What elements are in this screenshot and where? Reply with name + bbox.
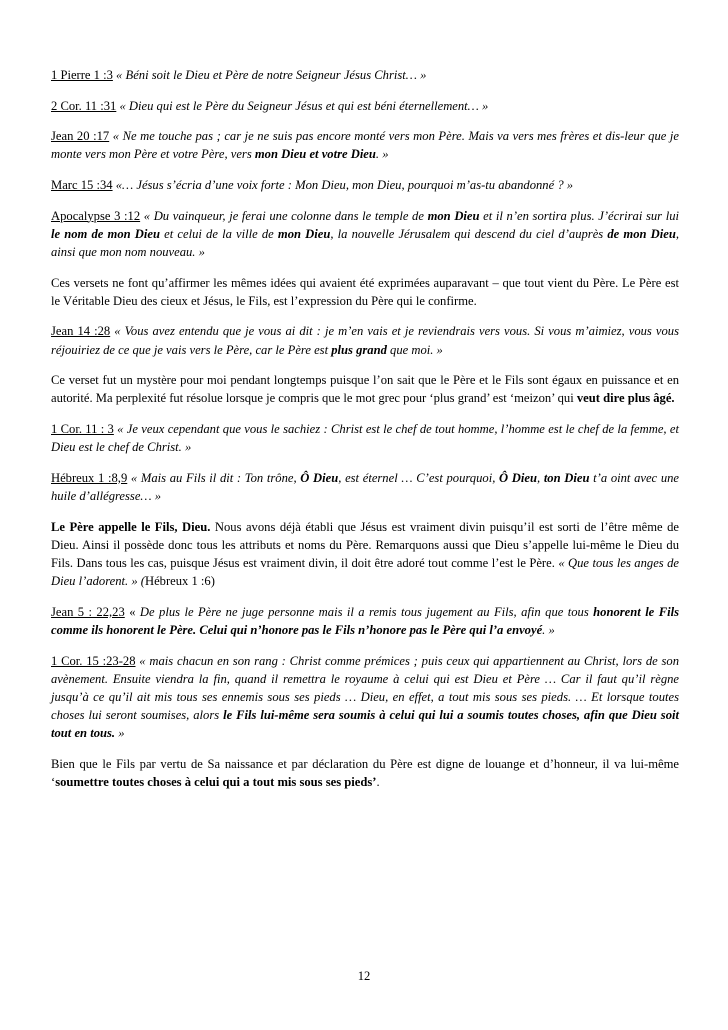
bold-text: veut dire plus âgé. [576,391,675,406]
quotation-text: « Béni soit le Dieu et Père de notre Seigneur Jésus Christ… » [112,68,427,82]
quotation-text: et celui de la ville de [160,226,278,241]
paragraph [51,322,679,358]
quotation-text: « Dieu qui est le Père du Seigneur Jésus et qui est béni éternellement… » [116,98,489,113]
verse-reference: 1 Cor. 11 : 3 [51,421,114,436]
body-text: Nous avons déjà établi que Jésus est vraiment divin puisqu’il est sorti de l’être même de Dieu. Ainsi il possède donc tous les attributs et noms du Père. Remarquons aussi que Dieu s’appelle lui-même le Dieu du Fils. Dans tous les cas, puisque Jésus est vraiment divin, il doit être adoré tout comme l’est le Père. [51,519,679,570]
quotation-text: « Ne me touche pas ; car je ne suis pas encore monté vers mon Père. Mais va vers mes frères et dis-leur que je monte vers mon Père et votre Père, vers [51,129,679,162]
quotation-text: et il n’en sortira plus. J’écrirai sur lui [479,208,680,223]
quotation-text: « Mais au Fils il dit : Ton trône, [127,470,301,485]
quotation-text: » [115,726,125,741]
quotation-text: « mais chacun en son rang : Christ comme prémices ; puis ceux qui appartiennent au Christ, lors de son avènement. Ensuite viendra la fin, quand il remettra le royaume à celui qui est Dieu et Père … Car il faut qu’il règne jusqu’à ce qu’il ait mis tous ses ennemis sous ses pieds … Dieu, en effet, a tout mis sous ses pieds. … Et lorsque toutes choses lui seront soumises, alors [51,653,680,723]
verse-reference: Apocalypse 3 :12 [51,208,141,223]
quotation-text: . » [375,147,389,162]
verse-reference: 1 Pierre 1 :3 [51,68,113,82]
quotation-text: que moi. » [386,342,443,357]
paragraph [51,97,679,115]
paragraph [51,127,679,163]
quotation-emphasis: mon Dieu et votre Dieu [254,147,376,162]
quotation-emphasis: honorent le Fils comme ils honorent le Père. Celui qui n’honore pas le Fils n’honore pas le Père qui l’a envoyé [51,604,679,637]
body-text: Hébreux 1 :6) [144,574,215,589]
paragraph [51,518,679,591]
quotation-emphasis: Ô Dieu [499,470,537,485]
quotation-emphasis: de mon Dieu [607,226,676,241]
quotation-emphasis: plus grand [331,342,387,357]
verse-reference: Jean 5 : 22,23 [51,604,125,619]
quotation-text: , la nouvelle Jérusalem qui descend du ciel d’auprès [330,226,608,241]
paragraph [51,469,679,505]
verse-reference: Jean 14 :28 [51,324,111,339]
body-text: Ce verset fut un mystère pour moi pendant longtemps puisque l’on sait que le Père et le Fils sont égaux en puissance et en autorité. Ma perplexité fut résolue lorsque je compris que le mot grec pour ‘plus grand’ est ‘meizon’ qui [51,373,679,406]
quotation-text: « Que tous les anges de Dieu l’adorent. » ( [51,555,680,589]
verse-reference: Jean 20 :17 [51,129,110,144]
verse-reference: Hébreux 1 :8,9 [51,470,128,485]
quotation-text: . » [542,622,555,637]
bold-text: soumettre toutes choses à celui qui a tout mis sous ses pieds’ [55,775,377,790]
quotation-emphasis: le Fils lui-même sera soumis à celui qui lui a soumis toutes choses, afin que Dieu soit tout en tous. [51,708,680,741]
body-text: Ces versets ne font qu’affirmer les mêmes idées qui avaient été exprimées auparavant – que tout vient du Père. Le Père est le Véritable Dieu des cieux et Jésus, le Fils, est l’expression du Père qui le confirme. [51,275,679,308]
paragraph [51,207,679,262]
paragraph [51,603,679,639]
quotation-text: , ainsi que mon nom nouveau. » [51,226,680,259]
body-text: « [124,604,140,619]
paragraph [51,176,679,194]
quotation-emphasis: ton Dieu [543,470,590,485]
quotation-text: , est éternel … C’est pourquoi, [338,470,500,485]
verse-reference: 1 Cor. 15 :23-28 [51,653,136,668]
page-number: 12 [357,969,371,983]
paragraph [51,652,679,743]
body-text: Bien que le Fils par vertu de Sa naissance et par déclaration du Père est digne de louange et d’honneur, il va lui-même ‘ [51,756,679,790]
verse-reference: Marc 15 :34 [51,177,113,192]
quotation-text: t’a oint avec une huile d’allégresse… » [51,470,679,503]
paragraph [51,420,679,456]
body-text: . [376,775,380,790]
document-body [51,66,679,804]
quotation-emphasis: mon Dieu [277,226,331,241]
quotation-emphasis: Ô Dieu [300,470,339,485]
bold-text: Le Père appelle le Fils, Dieu. [51,519,211,534]
paragraph [51,755,679,791]
paragraph [51,66,679,84]
quotation-text: « Du vainqueur, je ferai une colonne dans le temple de [140,208,428,223]
quotation-emphasis: le nom de mon Dieu [51,226,160,241]
quotation-text: De plus le Père ne juge personne mais il a remis tous jugement au Fils, afin que tous [139,604,594,619]
quotation-emphasis: mon Dieu [427,208,480,223]
quotation-text: , [536,470,544,485]
quotation-text: « Vous avez entendu que je vous ai dit : je m’en vais et je reviendrais vers vous. Si vous m’aimiez, vous vous réjouiriez de ce que je vais vers le Père, car le Père est [51,324,679,357]
quotation-text: « Je veux cependant que vous le sachiez : Christ est le chef de tout homme, l’homme est le chef de la femme, et Dieu est le chef de Christ. » [51,421,679,455]
paragraph [51,274,679,310]
paragraph [51,371,679,407]
quotation-text: «… Jésus s’écria d’une voix forte : Mon Dieu, mon Dieu, pourquoi m’as-tu abandonné ? » [112,177,574,192]
verse-reference: 2 Cor. 11 :31 [51,98,117,113]
